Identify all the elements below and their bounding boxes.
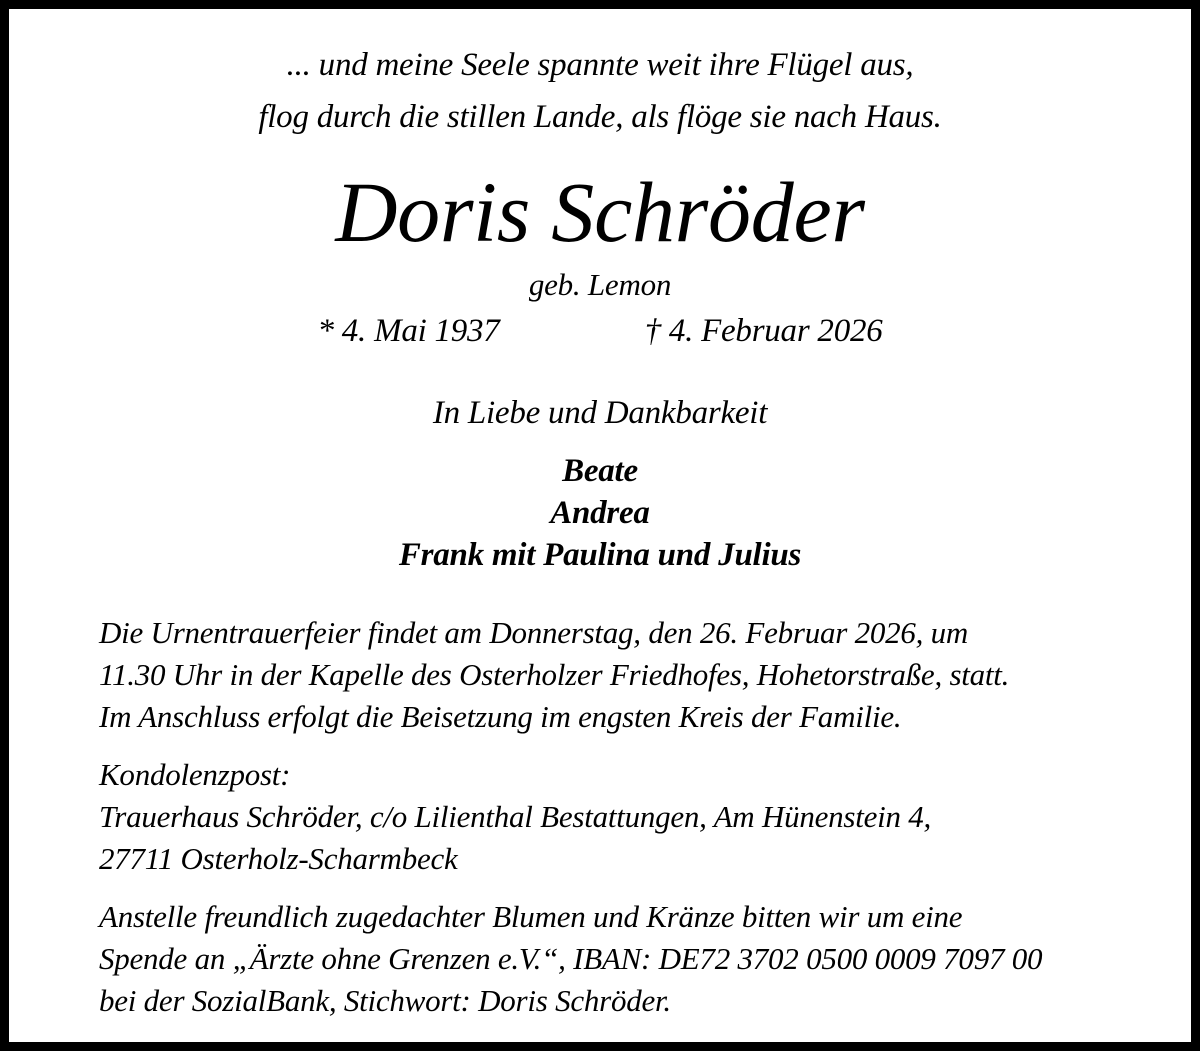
service-info-line-2: 11.30 Uhr in der Kapelle des Osterholzer Friedhofes, Hohetorstraße, statt. bbox=[99, 656, 1010, 692]
epitaph-quote-line-1: ... und meine Seele spannte weit ihre Flügel aus, bbox=[286, 47, 914, 83]
service-info bbox=[99, 612, 1101, 738]
condolence-address-line-1: Trauerhaus Schröder, c/o Lilienthal Bestattungen, Am Hünenstein 4, bbox=[99, 798, 932, 834]
donation-request-line-3: bei der SozialBank, Stichwort: Doris Schröder. bbox=[99, 982, 671, 1018]
epitaph-quote bbox=[99, 39, 1101, 143]
life-dates bbox=[99, 310, 1101, 352]
deceased-name: Doris Schröder bbox=[335, 164, 865, 260]
tribute-line: In Liebe und Dankbarkeit bbox=[432, 394, 768, 431]
donation-request-line-1: Anstelle freundlich zugedachter Blumen und Kränze bitten wir um eine bbox=[99, 898, 963, 934]
condolence-label: Kondolenzpost: bbox=[99, 756, 291, 792]
obituary-content bbox=[9, 9, 1191, 1042]
epitaph-quote-line-2: flog durch die stillen Lande, als flöge sie nach Haus. bbox=[258, 99, 942, 135]
death-date: † 4. Februar 2026 bbox=[644, 312, 883, 349]
birth-name: geb. Lemon bbox=[528, 266, 672, 302]
condolence-address-line-2: 27711 Osterholz-Scharmbeck bbox=[99, 840, 458, 876]
service-info-line-1: Die Urnentrauerfeier findet am Donnerstag, den 26. Februar 2026, um bbox=[99, 614, 969, 650]
service-info-line-3: Im Anschluss erfolgt die Beisetzung im engsten Kreis der Familie. bbox=[99, 698, 902, 734]
condolence-address bbox=[99, 754, 1101, 880]
mourner-name-3: Frank mit Paulina und Julius bbox=[398, 536, 802, 573]
birth-date: * 4. Mai 1937 bbox=[317, 312, 500, 349]
mourner-name-1: Beate bbox=[562, 452, 638, 489]
donation-request bbox=[99, 896, 1101, 1022]
mourners-list bbox=[99, 450, 1101, 576]
donation-request-line-2: Spende an „Ärzte ohne Grenzen e.V.“, IBAN: DE72 3702 0500 0009 7097 00 bbox=[99, 940, 1043, 976]
mourner-name-2: Andrea bbox=[550, 494, 650, 531]
